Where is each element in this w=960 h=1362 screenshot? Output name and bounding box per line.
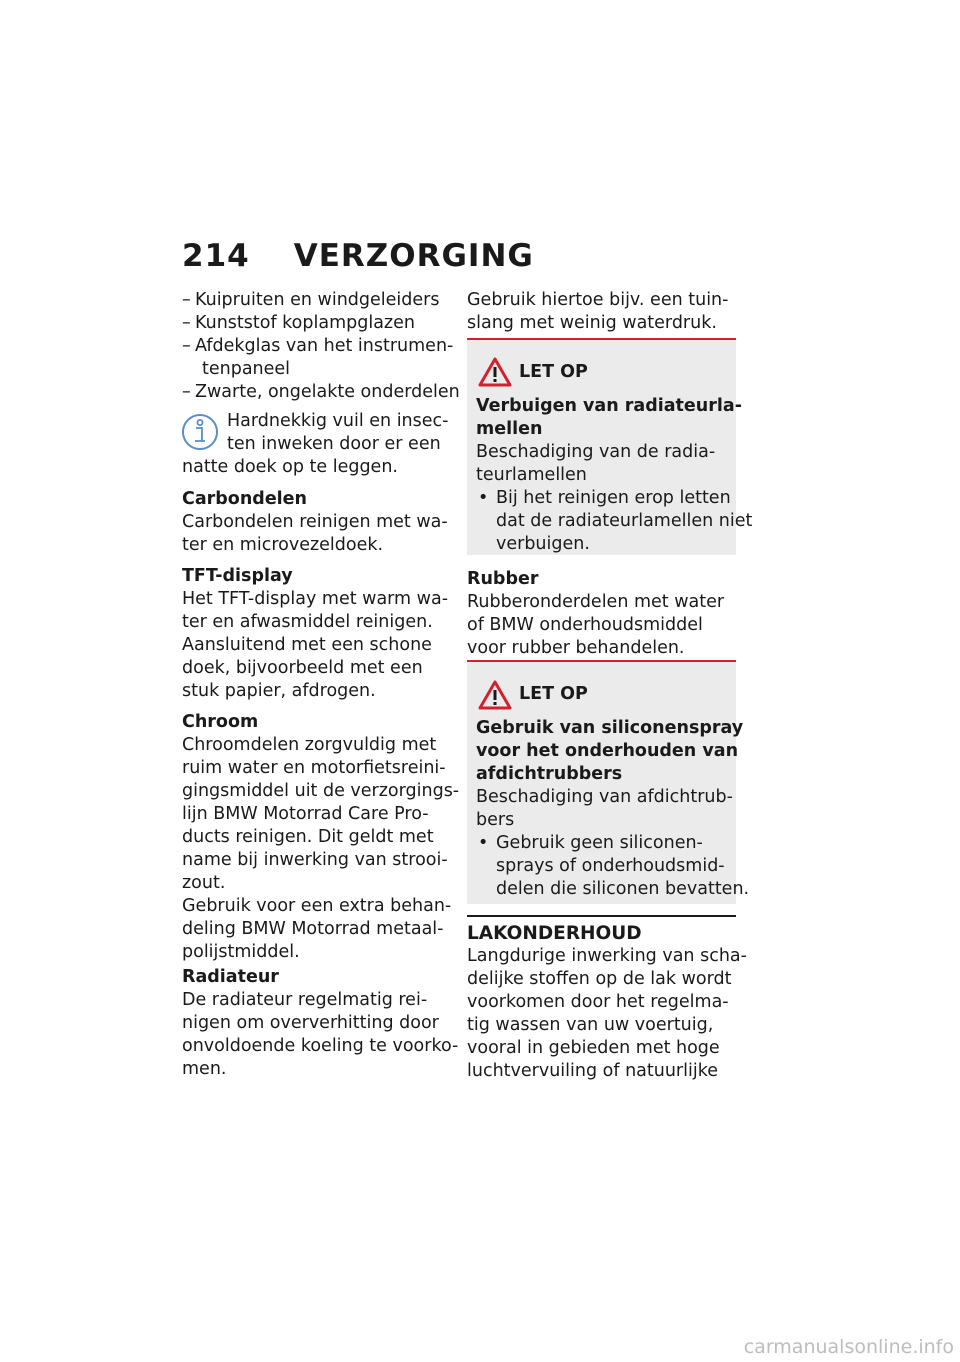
info-icon	[180, 412, 220, 452]
section-rubber: Rubber Rubberonderdelen met water of BMW onderhoudsmiddel voor rubber behandelen.	[467, 569, 725, 658]
section-carbondelen: Carbondelen Carbondelen reinigen met wa- ter en microvezeldoek.	[182, 489, 448, 555]
list-item: – Kunststof koplampglazen	[182, 313, 415, 333]
section-title: Radiateur	[182, 967, 279, 987]
tip-text: Hardnekkig vuil en insec- ten inweken door er een	[227, 411, 449, 454]
warning-icon	[478, 357, 512, 387]
tip-text-cont: natte doek op te leggen.	[182, 457, 398, 477]
list-item: – Zwarte, ongelakte onderdelen	[182, 382, 460, 402]
section-radiateur: Radiateur De radiateur regelmatig rei- nigen om oververhitting door onvoldoende koeling te voorko- men.	[182, 967, 459, 1079]
section-title: TFT-display	[182, 566, 293, 586]
warning-icon	[478, 680, 512, 710]
warning-bullet: • Gebruik geen siliconen- sprays of onderhoudsmid- delen die siliconen bevatten.	[478, 833, 750, 899]
list-item: – Afdekglas van het instrumen- tenpaneel	[182, 336, 454, 379]
warning-label: LET OP	[519, 362, 588, 382]
warning-bullet: • Bij het reinigen erop letten dat de radiateurlamellen niet verbuigen.	[478, 488, 753, 554]
section-lakonderhoud: LAKONDERHOUD Langdurige inwerking van scha- delijke stoffen op de lak wordt voorkomen door het regelma- tig wassen van uw voertuig, vooral in gebieden met hoge luchtvervuiling of natuurlijke	[467, 923, 747, 1081]
chapter-title: VERZORGING	[293, 238, 534, 274]
section-title: Chroom	[182, 712, 259, 732]
list-item: – Kuipruiten en windgeleiders	[182, 290, 440, 310]
section-title: Rubber	[467, 569, 539, 589]
section-title: LAKONDERHOUD	[467, 923, 642, 944]
section-title: Carbondelen	[182, 489, 308, 509]
cleaning-list	[182, 289, 460, 404]
intro-text: Gebruik hiertoe bijv. een tuin- slang met weinig waterdruk.	[467, 290, 729, 333]
warning-title: Gebruik van siliconenspray	[476, 718, 744, 738]
section-divider	[467, 915, 736, 917]
page-number: 214	[182, 238, 250, 274]
warning-content: Gebruik van siliconenspray voor het onderhouden van afdichtrubbers Beschadiging van afdichtrub- bers • Gebruik geen siliconen- sprays of onderhoudsmid- delen die siliconen bevatten.	[476, 718, 750, 899]
warning-label: LET OP	[519, 684, 588, 704]
watermark: carmanualsonline.info	[743, 1336, 954, 1358]
warning-content: Verbuigen van radiateurla- mellen Beschadiging van de radia- teurlamellen • Bij het reinigen erop letten dat de radiateurlamellen niet verbuigen.	[476, 396, 753, 554]
page-header	[182, 238, 534, 274]
warning-title: Verbuigen van radiateurla-	[476, 396, 742, 416]
section-chroom: Chroom Chroomdelen zorgvuldig met ruim water en motorfietsreini- gingsmiddel uit de verzorgings- lijn BMW Motorrad Care Pro- ducts reinigen. Dit geldt met name bij inwerking van strooi- zout. Gebruik voor een extra behan- deling BMW Motorrad metaal- polijstmiddel.	[182, 712, 460, 962]
section-tft-display: TFT-display Het TFT-display met warm wa- ter en afwasmiddel reinigen. Aansluitend met een schone doek, bijvoorbeeld met een stuk papier, afdrogen.	[182, 566, 449, 701]
